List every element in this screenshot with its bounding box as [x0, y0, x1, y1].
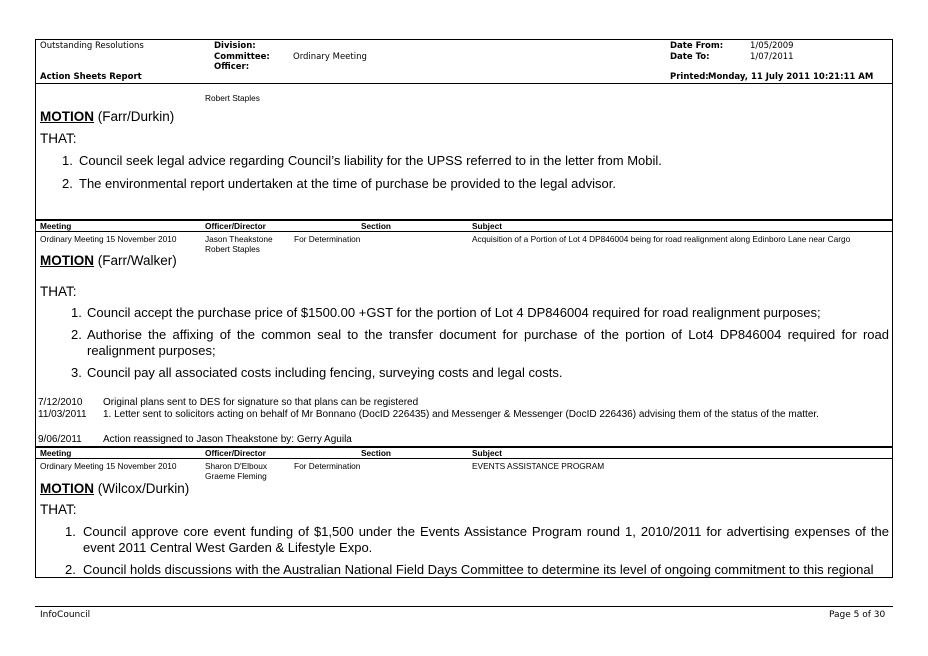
list-item-number: 1.	[71, 305, 82, 320]
motion-movers: (Farr/Durkin)	[94, 109, 175, 124]
col-subject-header: Subject	[472, 448, 502, 458]
footer-line	[35, 606, 893, 607]
motion-keyword: MOTION	[40, 481, 94, 496]
list-item	[71, 365, 889, 381]
list-item-text: Council approve core event funding of $1,500 under the Events Assistance Program round 1, 2010/2011 for advertising expenses of the event 2011 Central West Garden & Lifestyle Expo.	[83, 524, 889, 555]
col-section-header: Section	[361, 448, 391, 458]
meeting-cell: Ordinary Meeting 15 November 2010	[40, 461, 177, 471]
list-item-number: 2.	[65, 562, 76, 577]
motion-heading-2	[40, 253, 177, 268]
action-text: Original plans sent to DES for signature so that plans can be registered	[103, 397, 419, 408]
list-item	[62, 153, 888, 169]
motion-keyword: MOTION	[40, 109, 94, 124]
header-bottom-line	[35, 83, 893, 84]
section-cell: For Determination	[294, 461, 361, 471]
list-item-text: Council pay all associated costs including fencing, surveying costs and legal costs.	[87, 365, 563, 380]
list-item	[62, 176, 888, 192]
action-text: 1. Letter sent to solicitors acting on behalf of Mr Bonnano (DocID 226435) and Messenger & Messenger (DocID 226436) advising them of the status of the matter.	[103, 409, 819, 420]
list-item-number: 1.	[62, 153, 73, 168]
officer-cell: Jason Theakstone	[205, 234, 273, 244]
list-item	[71, 327, 889, 359]
list-item-text: Authorise the affixing of the common seal to the transfer document for purchase of the portion of Lot4 DP846004 required for road realignment purposes;	[87, 327, 889, 358]
motion-keyword: MOTION	[40, 253, 94, 268]
table-header-bottom-line	[35, 458, 893, 459]
action-date: 7/12/2010	[38, 397, 83, 408]
list-item-text: Council seek legal advice regarding Council’s liability for the UPSS referred to in the letter from Mobil.	[79, 153, 662, 168]
motion-heading-3	[40, 481, 189, 496]
division-label: Division:	[214, 41, 256, 51]
committee-value: Ordinary Meeting	[293, 52, 367, 62]
list-item-text: Council holds discussions with the Australian National Field Days Committee to determine its level of ongoing commitment to this regional	[83, 562, 874, 577]
col-subject-header: Subject	[472, 221, 502, 231]
table-header-top-line	[35, 219, 893, 221]
body-left-line	[35, 84, 36, 578]
officer-label: Officer:	[214, 62, 250, 72]
col-meeting-header: Meeting	[40, 448, 72, 458]
that-label-3: THAT:	[40, 502, 77, 517]
date-from-label: Date From:	[670, 41, 724, 51]
table-header-top-line	[35, 446, 893, 448]
that-label-1: THAT:	[40, 131, 77, 146]
list-item-number: 3.	[71, 365, 82, 380]
motion-movers: (Wilcox/Durkin)	[94, 481, 190, 496]
meeting-cell: Ordinary Meeting 15 November 2010	[40, 234, 177, 244]
list-item-text: The environmental report undertaken at the time of purchase be provided to the legal advisor.	[79, 176, 616, 191]
list-item-number: 2.	[71, 327, 82, 342]
motion-movers: (Farr/Walker)	[94, 253, 177, 268]
list-item	[71, 305, 889, 321]
that-label-2: THAT:	[40, 284, 77, 299]
subject-cell: EVENTS ASSISTANCE PROGRAM	[472, 461, 605, 471]
printed-label: Printed:	[670, 72, 709, 82]
footer-page-number: Page 5 of 30	[829, 610, 886, 620]
committee-label: Committee:	[214, 52, 270, 62]
action-date: 11/03/2011	[38, 409, 87, 420]
officer-cell-2: Robert Staples	[205, 244, 260, 254]
list-item-number: 1.	[65, 524, 76, 539]
action-date: 9/06/2011	[38, 434, 82, 445]
officer-continued: Robert Staples	[205, 93, 260, 103]
body-right-line	[892, 84, 893, 578]
col-officer-header: Officer/Director	[205, 221, 266, 231]
officer-cell-2: Graeme Fleming	[205, 471, 267, 481]
date-from-value: 1/05/2009	[750, 41, 794, 51]
officer-cell: Sharon D'Elboux	[205, 461, 268, 471]
subject-cell: Acquisition of a Portion of Lot 4 DP846004 being for road realignment along Edinboro Lane near Cargo	[472, 234, 851, 244]
section-cell: For Determination	[294, 234, 361, 244]
col-officer-header: Officer/Director	[205, 448, 266, 458]
motion-heading-1	[40, 109, 174, 124]
report-name: Action Sheets Report	[40, 72, 142, 82]
col-meeting-header: Meeting	[40, 221, 72, 231]
header-left-title: Outstanding Resolutions	[40, 41, 144, 51]
header-left-line	[35, 39, 36, 84]
list-item	[65, 524, 889, 556]
list-item-text: Council accept the purchase price of $1500.00 +GST for the portion of Lot 4 DP846004 required for road realignment purposes;	[87, 305, 821, 320]
header-top-line	[35, 39, 893, 40]
action-text: Action reassigned to Jason Theakstone by: Gerry Aguila	[103, 434, 352, 445]
date-to-label: Date To:	[670, 52, 710, 62]
body-bottom-line	[35, 577, 893, 578]
table-header-bottom-line	[35, 231, 893, 232]
list-item	[65, 562, 889, 577]
header-right-line	[892, 39, 893, 84]
printed-value: Monday, 11 July 2011 10:21:11 AM	[708, 72, 874, 82]
col-section-header: Section	[361, 221, 391, 231]
list-item-number: 2.	[62, 176, 73, 191]
footer-left: InfoCouncil	[40, 610, 91, 620]
date-to-value: 1/07/2011	[750, 52, 794, 62]
